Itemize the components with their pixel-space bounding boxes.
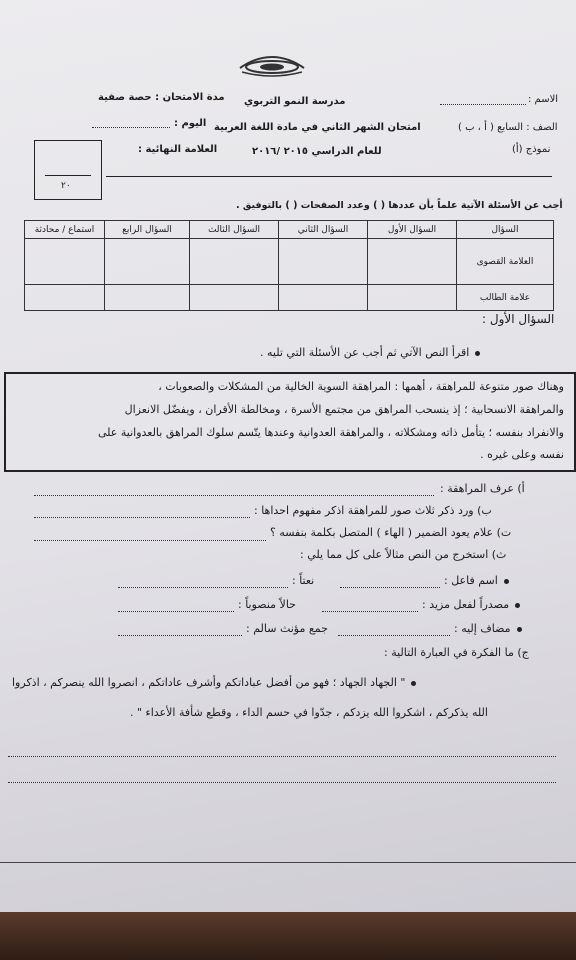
answer-line-t[interactable] bbox=[34, 540, 266, 541]
final-mark-box bbox=[34, 140, 102, 200]
grades-header-question: السؤال bbox=[457, 221, 554, 239]
grades-header-q3: السؤال الثالث bbox=[190, 221, 279, 239]
grades-header-q4: السؤال الرابع bbox=[105, 221, 190, 239]
answer-line[interactable] bbox=[338, 635, 450, 636]
answer-line[interactable] bbox=[118, 611, 234, 612]
day-label: اليوم : bbox=[174, 118, 207, 129]
answer-line[interactable] bbox=[322, 611, 418, 612]
day-field[interactable] bbox=[92, 127, 170, 128]
grades-cell bbox=[279, 285, 368, 311]
reading-passage bbox=[4, 372, 576, 472]
passage-line: والمراهقة الانسحابية ؛ إذ ينسحب المراهق من مجتمع الأسرة ، ومخالطة الأقران ، ويفضّل الانعزال bbox=[124, 403, 564, 416]
grades-table bbox=[24, 220, 554, 311]
exam-title: امتحان الشهر الثاني في مادة اللغة العربية bbox=[214, 122, 421, 133]
grades-row-student: علامة الطالب bbox=[457, 285, 554, 311]
instructions: أجب عن الأسئلة الآتية علماً بأن عددها ( ) وعدد الصفحات ( ) بالتوفيق . bbox=[236, 200, 563, 211]
passage-line: وهناك صور متنوعة للمراهقة ، أهمها : المراهقة السوية الخالية من المشكلات والصعوبات ، bbox=[158, 380, 564, 393]
model-label: نموذج (أ) bbox=[512, 144, 551, 155]
grades-cell bbox=[190, 239, 279, 285]
grades-header-listening: استماع / محادثة bbox=[25, 221, 105, 239]
grades-cell bbox=[105, 239, 190, 285]
quote-line-2: الله يذكركم ، اشكروا الله يزدكم ، جدّوا في حسم الداء ، وقطع شأفة الأعداء " . bbox=[130, 706, 488, 719]
class-label: الصف : السابع ( أ ، ب ) bbox=[458, 122, 558, 133]
extract-item: نعتاً : bbox=[292, 574, 315, 587]
question-a: أ) عرف المراهقة : bbox=[440, 482, 525, 495]
grades-cell bbox=[25, 285, 105, 311]
passage-line: نفسه وعلى غيره . bbox=[480, 448, 564, 461]
answer-line-j-1[interactable] bbox=[8, 756, 556, 757]
bullet-icon bbox=[515, 603, 520, 608]
final-mark-label: العلامة النهائية : bbox=[138, 144, 218, 155]
name-label: الاسم : bbox=[528, 94, 559, 105]
answer-line-b[interactable] bbox=[34, 517, 250, 518]
grades-cell bbox=[25, 239, 105, 285]
grades-cell bbox=[105, 285, 190, 311]
extract-item: مضاف إليه : bbox=[454, 622, 522, 635]
quote-line-1: " الجهاد الجهاد ؛ فهو من أفضل عباداتكم وأشرف عاداتكم ، انصروا الله ينصركم ، اذكروا bbox=[12, 676, 416, 689]
bullet-icon bbox=[504, 579, 509, 584]
answer-line[interactable] bbox=[118, 635, 242, 636]
bullet-icon bbox=[411, 681, 416, 686]
question-t: ت) علام يعود الضمير ( الهاء ) المتصل بكلمة بنفسه ؟ bbox=[270, 526, 512, 539]
grades-header-q2: السؤال الثاني bbox=[279, 221, 368, 239]
grades-row-max: العلامة القصوى bbox=[457, 239, 554, 285]
question-b: ب) ورد ذكر ثلاث صور للمراهقة اذكر مفهوم احداها : bbox=[254, 504, 492, 517]
page-bottom-border bbox=[0, 862, 576, 863]
extract-item: حالاً منصوباً : bbox=[238, 598, 296, 611]
passage-line: والانفراد بنفسه ؛ يتأمل ذاته ومشكلاته ، والمراهقة العدوانية وعندها يتّسم سلوك المراهق بالعدوانية على bbox=[97, 426, 564, 439]
school-logo bbox=[236, 52, 308, 78]
table-surface bbox=[0, 912, 576, 960]
academic-year: للعام الدراسي ٢٠١٥ /٢٠١٦ bbox=[252, 146, 382, 157]
duration-label: مدة الامتحان : حصة صفية bbox=[98, 92, 225, 103]
grades-header-q1: السؤال الأول bbox=[368, 221, 457, 239]
header-divider bbox=[106, 176, 552, 177]
answer-line-a[interactable] bbox=[34, 495, 434, 496]
school-name: مدرسة النمو التربوي bbox=[244, 96, 346, 107]
grades-cell bbox=[279, 239, 368, 285]
answer-line-j-2[interactable] bbox=[8, 782, 556, 783]
grades-cell bbox=[368, 239, 457, 285]
total-mark: ٢٠ bbox=[61, 181, 71, 191]
answer-line[interactable] bbox=[118, 587, 288, 588]
question-th: ث) استخرج من النص مثالاً على كل مما يلي : bbox=[300, 548, 507, 561]
extract-item: مصدراً لفعل مزيد : bbox=[422, 598, 520, 611]
q1-instruction: اقرأ النص الآتي ثم أجب عن الأسئلة التي تليه . bbox=[260, 346, 480, 359]
answer-line[interactable] bbox=[340, 587, 440, 588]
extract-item: اسم فاعل : bbox=[444, 574, 509, 587]
extract-item: جمع مؤنث سالم : bbox=[246, 622, 328, 635]
grades-cell bbox=[368, 285, 457, 311]
question-j: ج) ما الفكرة في العبارة التالية : bbox=[384, 646, 529, 659]
q1-title: السؤال الأول : bbox=[482, 312, 555, 326]
name-field[interactable] bbox=[440, 104, 526, 105]
grades-cell bbox=[190, 285, 279, 311]
bullet-icon bbox=[475, 351, 480, 356]
bullet-icon bbox=[517, 627, 522, 632]
